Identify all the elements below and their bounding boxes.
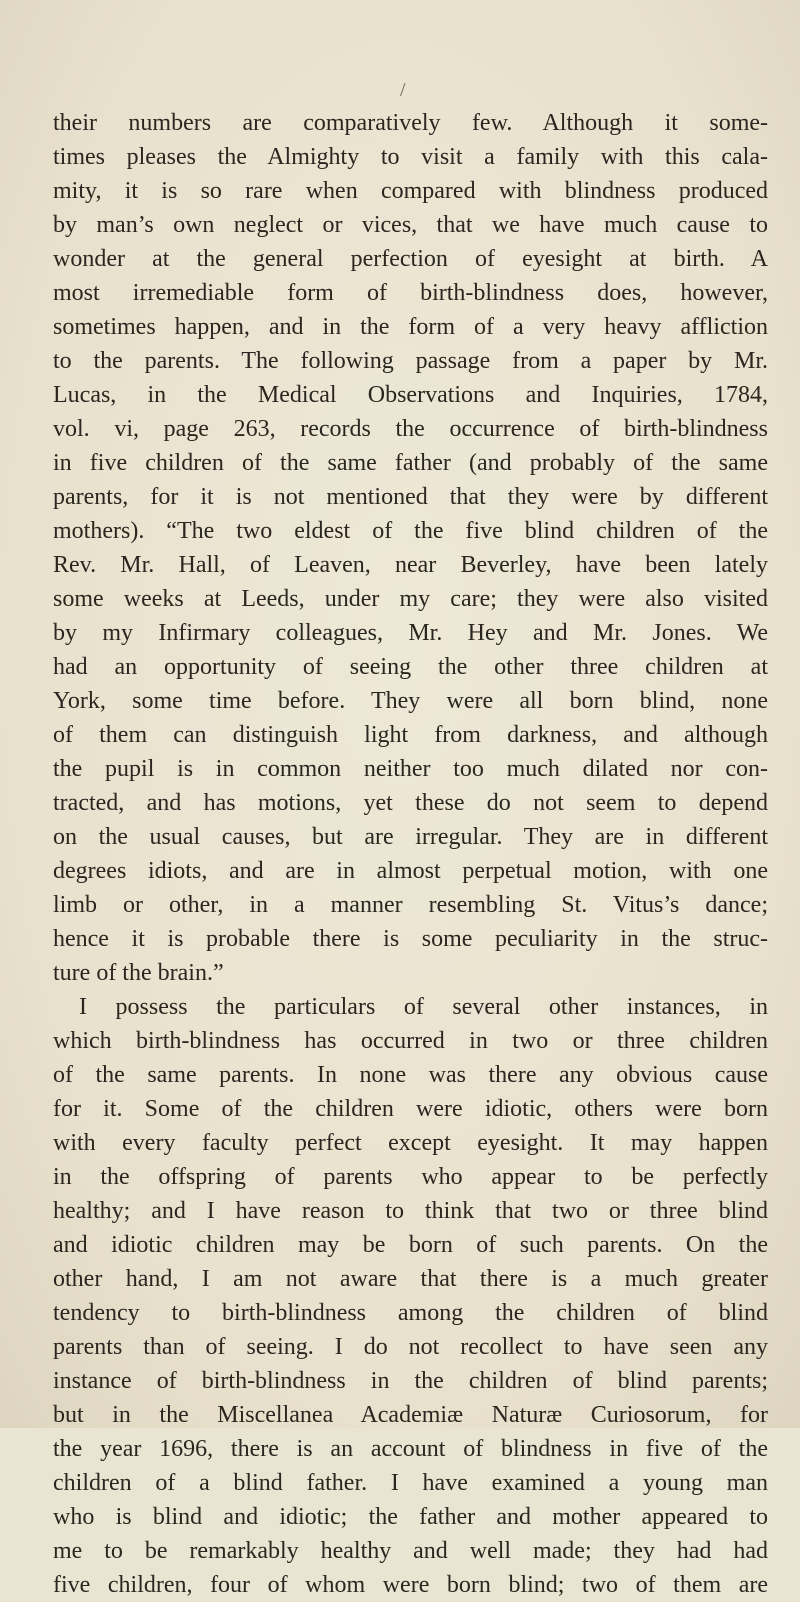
text-line: which birth-blindness has occurred in two or three children bbox=[53, 1028, 768, 1054]
text-line: on the usual causes, but are irregular. They are in different bbox=[53, 824, 768, 850]
text-line: mothers). “The two eldest of the five blind children of the bbox=[53, 518, 768, 544]
text-line: of them can distinguish light from darkness, and although bbox=[53, 722, 768, 748]
text-line: Lucas, in the Medical Observations and Inquiries, 1784, bbox=[53, 382, 768, 408]
text-line: other hand, I am not aware that there is a much greater bbox=[53, 1266, 768, 1292]
text-line: Rev. Mr. Hall, of Leaven, near Beverley, have been lately bbox=[53, 552, 768, 578]
text-line: mity, it is so rare when compared with blindness produced bbox=[53, 178, 768, 204]
text-line: who is blind and idiotic; the father and mother appeared to bbox=[53, 1504, 768, 1530]
text-line: by man’s own neglect or vices, that we have much cause to bbox=[53, 212, 768, 238]
text-line: of the same parents. In none was there any obvious cause bbox=[53, 1062, 768, 1088]
text-line: limb or other, in a manner resembling St. Vitus’s dance; bbox=[53, 892, 768, 918]
text-line: me to be remarkably healthy and well made; they had had bbox=[53, 1538, 768, 1564]
text-line: their numbers are comparatively few. Although it some- bbox=[53, 110, 768, 136]
text-line: in the offspring of parents who appear to be perfectly bbox=[53, 1164, 768, 1190]
text-line: for it. Some of the children were idiotic, others were born bbox=[53, 1096, 768, 1122]
text-line: healthy; and I have reason to think that two or three blind bbox=[53, 1198, 768, 1224]
text-line: wonder at the general perfection of eyesight at birth. A bbox=[53, 246, 768, 272]
text-line: with every faculty perfect except eyesight. It may happen bbox=[53, 1130, 768, 1156]
text-line: but in the Miscellanea Academiæ Naturæ Curiosorum, for bbox=[53, 1402, 768, 1428]
text-line: most irremediable form of birth-blindness does, however, bbox=[53, 280, 768, 306]
text-line: degrees idiots, and are in almost perpetual motion, with one bbox=[53, 858, 768, 884]
text-line: I possess the particulars of several other instances, in bbox=[79, 994, 768, 1020]
text-line: ture of the brain.” bbox=[53, 960, 224, 986]
text-line: hence it is probable there is some peculiarity in the struc- bbox=[53, 926, 768, 952]
text-line: tendency to birth-blindness among the children of blind bbox=[53, 1300, 768, 1326]
text-line: five children, four of whom were born blind; two of them are bbox=[53, 1572, 768, 1598]
text-line: tracted, and has motions, yet these do not seem to depend bbox=[53, 790, 768, 816]
text-line: vol. vi, page 263, records the occurrence of birth-blindness bbox=[53, 416, 768, 442]
page-mark: / bbox=[400, 79, 406, 101]
text-line: times pleases the Almighty to visit a family with this cala- bbox=[53, 144, 768, 170]
text-line: had an opportunity of seeing the other three children at bbox=[53, 654, 768, 680]
text-line: the pupil is in common neither too much dilated nor con- bbox=[53, 756, 768, 782]
text-line: to the parents. The following passage from a paper by Mr. bbox=[53, 348, 768, 374]
text-line: parents than of seeing. I do not recollect to have seen any bbox=[53, 1334, 768, 1360]
body-text bbox=[53, 106, 768, 1602]
text-line: in five children of the same father (and probably of the same bbox=[53, 450, 768, 476]
text-line: and idiotic children may be born of such parents. On the bbox=[53, 1232, 768, 1258]
text-line: some weeks at Leeds, under my care; they were also visited bbox=[53, 586, 768, 612]
text-line: the year 1696, there is an account of blindness in five of the bbox=[53, 1436, 768, 1462]
text-line: children of a blind father. I have examined a young man bbox=[53, 1470, 768, 1496]
text-line: York, some time before. They were all born blind, none bbox=[53, 688, 768, 714]
text-line: instance of birth-blindness in the children of blind parents; bbox=[53, 1368, 768, 1394]
text-line: sometimes happen, and in the form of a very heavy affliction bbox=[53, 314, 768, 340]
text-line: parents, for it is not mentioned that they were by different bbox=[53, 484, 768, 510]
text-line: by my Infirmary colleagues, Mr. Hey and Mr. Jones. We bbox=[53, 620, 768, 646]
